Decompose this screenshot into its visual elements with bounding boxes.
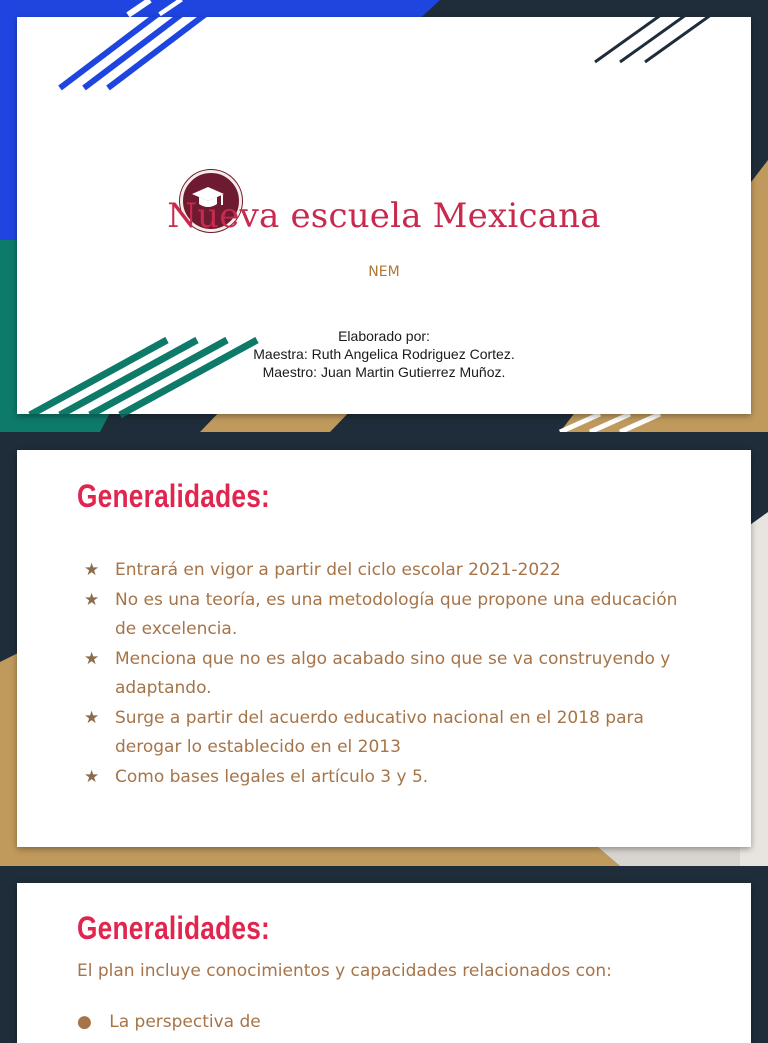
- star-icon: ★: [84, 589, 100, 610]
- generalidades-list: [84, 556, 704, 792]
- list-item: ★ Menciona que no es algo acabado sino que se va construyendo y adaptando.: [84, 645, 704, 704]
- bullet-dot-icon: ●: [77, 1012, 92, 1032]
- star-icon: ★: [84, 707, 100, 728]
- credits-line: Elaborado por:: [338, 328, 430, 344]
- intro-text: El plan incluye conocimientos y capacidades relacionados con:: [77, 961, 612, 981]
- credits-line: Maestro: Juan Martin Gutierrez Muñoz.: [262, 364, 506, 380]
- credits-line: Maestra: Ruth Angelica Rodriguez Cortez.: [253, 346, 515, 362]
- star-icon: ★: [84, 766, 100, 787]
- section-title: Generalidades:: [77, 478, 271, 514]
- star-icon: ★: [84, 560, 100, 580]
- presentation-subtitle: NEM: [368, 264, 400, 280]
- list-item: ★ Como bases legales el artículo 3 y 5.: [84, 763, 704, 793]
- presentation-title: Nueva escuela Mexicana: [167, 196, 601, 236]
- list-item: ★ Entrará en vigor a partir del ciclo escolar 2021-2022: [84, 556, 704, 586]
- list-item: ★ No es una teoría, es una metodología que propone una educación de excelencia.: [84, 586, 704, 645]
- star-icon: ★: [84, 648, 100, 669]
- list-item: ★ Surge a partir del acuerdo educativo nacional en el 2018 para derogar lo establecido en el 2013: [84, 704, 704, 763]
- author-credits: [0, 327, 768, 381]
- section-title: Generalidades:: [77, 910, 271, 946]
- list-item: ● La perspectiva de: [77, 1012, 261, 1032]
